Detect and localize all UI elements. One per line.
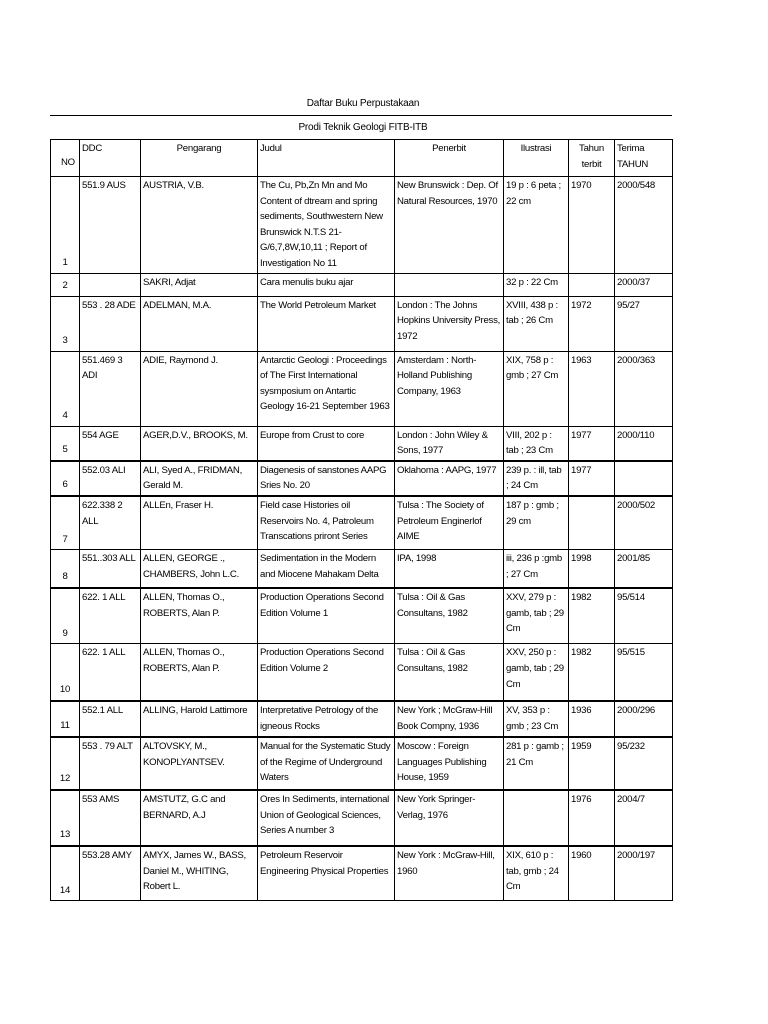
table-row — [51, 644, 673, 701]
cell-tahun — [569, 496, 615, 550]
document-subtitle: Prodi Teknik Geologi FITB-ITB — [298, 122, 428, 133]
header-row — [51, 140, 673, 177]
cell-tahun — [569, 273, 615, 296]
cell-penerbit — [395, 273, 504, 296]
cell-tahun: 1960 — [569, 846, 615, 901]
cell-judul: The Cu, Pb,Zn Mn and Mo Content of dtream and spring sediments, Southwestern New Brunswick N.T.S 21-G/6,7,8W,10,11 ; Report of Investigation No 11 — [258, 177, 395, 274]
cell-pengarang: AMSTUTZ, G.C and BERNARD, A.J — [141, 790, 258, 846]
document-title: Daftar Buku Perpustakaan — [306, 98, 420, 109]
cell-terima: 2004/7 — [615, 790, 673, 846]
cell-ddc: 551..303 ALL — [80, 550, 141, 588]
cell-ilustrasi: XXV, 250 p : gamb, tab ; 29 Cm — [504, 644, 569, 701]
cell-no: 9 — [51, 588, 80, 644]
cell-penerbit: IPA, 1998 — [395, 550, 504, 588]
col-header-ddc: DDC — [80, 140, 141, 177]
cell-ilustrasi: XVIII, 438 p : tab ; 26 Cm — [504, 296, 569, 351]
table-row — [51, 426, 673, 461]
cell-pengarang: AUSTRIA, V.B. — [141, 177, 258, 274]
cell-pengarang: ALLEN, Thomas O., ROBERTS, Alan P. — [141, 588, 258, 644]
cell-pengarang: ALLING, Harold Lattimore — [141, 701, 258, 737]
cell-no: 6 — [51, 461, 80, 496]
cell-tahun: 1982 — [569, 588, 615, 644]
cell-judul: Sedimentation in the Modern and Miocene Mahakam Delta — [258, 550, 395, 588]
cell-ilustrasi: XXV, 279 p : gamb, tab ; 29 Cm — [504, 588, 569, 644]
cell-pengarang: AGER,D.V., BROOKS, M. — [141, 426, 258, 461]
cell-penerbit: New York Springer-Verlag, 1976 — [395, 790, 504, 846]
col-header-pengarang: Pengarang — [141, 140, 258, 177]
cell-tahun: 1972 — [569, 296, 615, 351]
table-row — [51, 846, 673, 901]
cell-pengarang: ALLEn, Fraser H. — [141, 496, 258, 550]
cell-no: 8 — [51, 550, 80, 588]
cell-ilustrasi: 19 p : 6 peta ; 22 cm — [504, 177, 569, 274]
table-row — [51, 177, 673, 274]
cell-terima — [615, 461, 673, 496]
cell-judul: Europe from Crust to core — [258, 426, 395, 461]
cell-ilustrasi — [504, 790, 569, 846]
cell-tahun: 1982 — [569, 644, 615, 701]
cell-no: 11 — [51, 701, 80, 737]
cell-no: 7 — [51, 496, 80, 550]
cell-tahun: 1959 — [569, 737, 615, 790]
cell-ddc: 553 AMS — [80, 790, 141, 846]
cell-judul: Interpretative Petrology of the igneous Rocks — [258, 701, 395, 737]
col-header-judul: Judul — [258, 140, 395, 177]
cell-ilustrasi: XV, 353 p : gmb ; 23 Cm — [504, 701, 569, 737]
table-row — [51, 273, 673, 296]
cell-ddc: 622. 1 ALL — [80, 588, 141, 644]
cell-penerbit: New Brunswick : Dep. Of Natural Resources, 1970 — [395, 177, 504, 274]
cell-pengarang: ALI, Syed A., FRIDMAN, Gerald M. — [141, 461, 258, 496]
cell-ddc: 553.28 AMY — [80, 846, 141, 901]
col-header-penerbit: Penerbit — [395, 140, 504, 177]
table-row — [51, 461, 673, 496]
cell-pengarang: ALTOVSKY, M., KONOPLYANTSEV. — [141, 737, 258, 790]
cell-tahun: 1970 — [569, 177, 615, 274]
cell-judul: The World Petroleum Market — [258, 296, 395, 351]
col-header-ilustrasi: Ilustrasi — [504, 140, 569, 177]
cell-ddc: 552.03 ALI — [80, 461, 141, 496]
title-divider — [50, 115, 672, 116]
cell-tahun: 1976 — [569, 790, 615, 846]
cell-pengarang: SAKRI, Adjat — [141, 273, 258, 296]
cell-ddc: 553 . 28 ADE — [80, 296, 141, 351]
cell-judul: Manual for the Systematic Study of the Regime of Underground Waters — [258, 737, 395, 790]
table-row — [51, 588, 673, 644]
cell-no: 5 — [51, 426, 80, 461]
cell-no: 14 — [51, 846, 80, 901]
cell-terima: 95/27 — [615, 296, 673, 351]
table-row — [51, 496, 673, 550]
cell-pengarang: ADIE, Raymond J. — [141, 351, 258, 426]
cell-ilustrasi: VIII, 202 p : tab ; 23 Cm — [504, 426, 569, 461]
book-table — [50, 139, 673, 901]
cell-pengarang: ALLEN, Thomas O., ROBERTS, Alan P. — [141, 644, 258, 701]
cell-penerbit: Moscow : Foreign Languages Publishing House, 1959 — [395, 737, 504, 790]
cell-terima: 95/514 — [615, 588, 673, 644]
col-header-terima: Terima TAHUN — [615, 140, 673, 177]
cell-pengarang: ALLEN, GEORGE ., CHAMBERS, John L.C. — [141, 550, 258, 588]
cell-penerbit: Amsterdam : North-Holland Publishing Company, 1963 — [395, 351, 504, 426]
cell-terima: 2000/37 — [615, 273, 673, 296]
cell-no: 1 — [51, 177, 80, 274]
cell-penerbit: London : John Wiley & Sons, 1977 — [395, 426, 504, 461]
cell-penerbit: Tulsa : The Society of Petroleum Enginerlof AIME — [395, 496, 504, 550]
cell-no: 3 — [51, 296, 80, 351]
cell-terima: 2000/110 — [615, 426, 673, 461]
cell-penerbit: Tulsa : Oil & Gas Consultans, 1982 — [395, 644, 504, 701]
cell-ddc: 552.1 ALL — [80, 701, 141, 737]
table-row — [51, 790, 673, 846]
col-header-tahun: Tahun terbit — [569, 140, 615, 177]
cell-terima: 95/515 — [615, 644, 673, 701]
table-row — [51, 737, 673, 790]
cell-penerbit: Tulsa : Oil & Gas Consultans, 1982 — [395, 588, 504, 644]
cell-terima: 95/232 — [615, 737, 673, 790]
cell-ilustrasi: XIX, 610 p : tab, gmb ; 24 Cm — [504, 846, 569, 901]
cell-penerbit: New York ; McGraw-Hill Book Compny, 1936 — [395, 701, 504, 737]
table-row — [51, 296, 673, 351]
cell-ddc: 551.469 3 ADI — [80, 351, 141, 426]
cell-ilustrasi: 281 p : gamb ; 21 Cm — [504, 737, 569, 790]
cell-no: 13 — [51, 790, 80, 846]
cell-ddc: 551.9 AUS — [80, 177, 141, 274]
table-row — [51, 351, 673, 426]
cell-penerbit: Oklahoma : AAPG, 1977 — [395, 461, 504, 496]
cell-judul: Field case Histories oil Reservoirs No. 4, Patroleum Transcations priront Series — [258, 496, 395, 550]
cell-no: 10 — [51, 644, 80, 701]
cell-ddc: 553 . 79 ALT — [80, 737, 141, 790]
cell-ddc: 622. 1 ALL — [80, 644, 141, 701]
cell-terima: 2000/363 — [615, 351, 673, 426]
col-header-no: NO — [51, 140, 80, 177]
cell-terima: 2000/502 — [615, 496, 673, 550]
cell-judul: Ores In Sediments, international Union of Geological Sciences, Series A number 3 — [258, 790, 395, 846]
cell-tahun: 1936 — [569, 701, 615, 737]
cell-judul: Petroleum Reservoir Engineering Physical Properties — [258, 846, 395, 901]
cell-ilustrasi: 32 p : 22 Cm — [504, 273, 569, 296]
cell-ddc — [80, 273, 141, 296]
cell-judul: Production Operations Second Edition Volume 1 — [258, 588, 395, 644]
cell-ilustrasi: XIX, 758 p : gmb ; 27 Cm — [504, 351, 569, 426]
cell-judul: Diagenesis of sanstones AAPG Sries No. 20 — [258, 461, 395, 496]
cell-penerbit: London : The Johns Hopkins University Press, 1972 — [395, 296, 504, 351]
cell-tahun: 1977 — [569, 461, 615, 496]
cell-ddc: 622.338 2 ALL — [80, 496, 141, 550]
cell-tahun: 1963 — [569, 351, 615, 426]
cell-pengarang: AMYX, James W., BASS, Daniel M., WHITING, Robert L. — [141, 846, 258, 901]
cell-tahun: 1998 — [569, 550, 615, 588]
cell-judul: Antarctic Geologi : Proceedings of The First International sysmposium on Antartic Geology 16-21 September 1963 — [258, 351, 395, 426]
table-row — [51, 550, 673, 588]
cell-terima: 2000/548 — [615, 177, 673, 274]
cell-terima: 2000/197 — [615, 846, 673, 901]
cell-pengarang: ADELMAN, M.A. — [141, 296, 258, 351]
cell-terima: 2001/85 — [615, 550, 673, 588]
cell-penerbit: New York : McGraw-Hill, 1960 — [395, 846, 504, 901]
cell-judul: Cara menulis buku ajar — [258, 273, 395, 296]
table-row — [51, 701, 673, 737]
cell-no: 4 — [51, 351, 80, 426]
cell-no: 2 — [51, 273, 80, 296]
cell-ilustrasi: 239 p. : ill, tab ; 24 Cm — [504, 461, 569, 496]
cell-tahun: 1977 — [569, 426, 615, 461]
cell-ilustrasi: 187 p : gmb ; 29 cm — [504, 496, 569, 550]
cell-ddc: 554 AGE — [80, 426, 141, 461]
cell-judul: Production Operations Second Edition Volume 2 — [258, 644, 395, 701]
cell-ilustrasi: iii, 236 p :gmb ; 27 Cm — [504, 550, 569, 588]
cell-no: 12 — [51, 737, 80, 790]
cell-terima: 2000/296 — [615, 701, 673, 737]
